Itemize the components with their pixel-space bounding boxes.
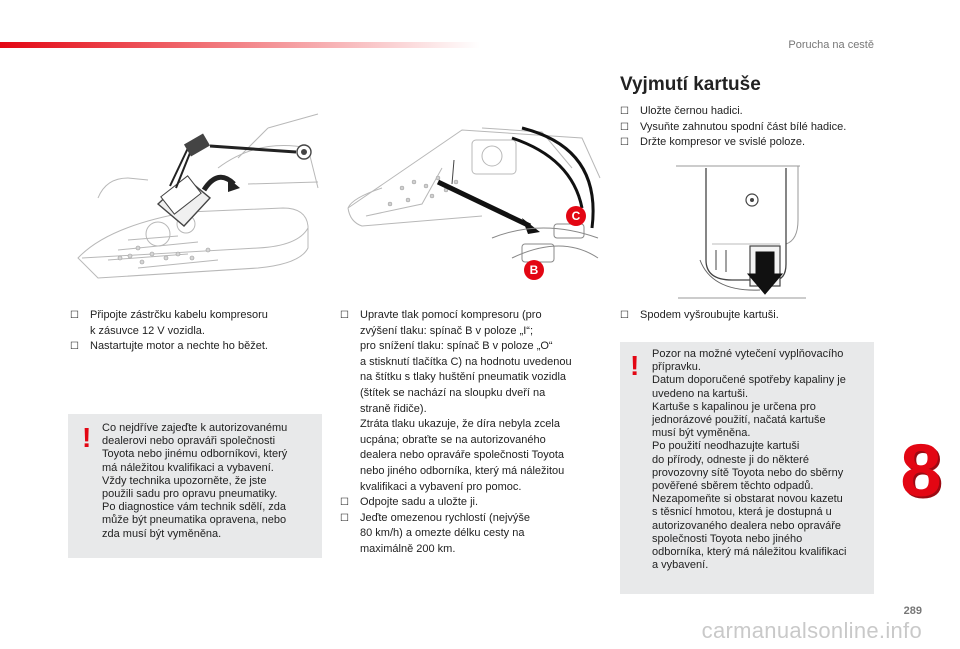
bullet-marker: ☐ <box>620 121 629 133</box>
cartridge-removal-illustration <box>676 160 808 302</box>
watermark: carmanualsonline.info <box>701 618 922 643</box>
warning-text: Co nejdříve zajeďte k autorizovanému dealerovi nebo opraváři společnosti Toyota nebo jinému odborníkovi, který má náležitou kvalifikaci a vybavení. Vždy technika upozorněte, že jste použili sadu pro opravu pneumatiky. Po diagnostice vám technik sdělí, zda může být pneumatika opravena, nebo zda musí být vyměněna. <box>102 422 288 540</box>
bullet-text: k zásuvce 12 V vozidla. <box>90 324 205 337</box>
label-c: C <box>571 209 581 223</box>
list-item: ☐ Odpojte sadu a uložte ji. <box>340 495 606 511</box>
list-item: ☐ Držte kompresor ve svislé poloze. <box>620 135 880 151</box>
page-number: 289 <box>903 605 922 617</box>
warning-box-cartridge <box>620 342 874 594</box>
list-item <box>70 339 320 355</box>
bullet-marker: ☐ <box>620 310 629 321</box>
section-title: Porucha na cestě <box>788 39 874 51</box>
col2-instructions <box>340 308 606 558</box>
compressor-socket-illustration <box>68 108 324 282</box>
warning-text: Pozor na možné vytečení vyplňovacího přípravku. Datum doporučené spotřeby kapaliny je uvedeno na kartuši. Kartuše s kapalinou je určena pro jednorázové použití, načatá kartuše musí být vyměněna. Po použití neodhazujte kartuši do přírody, odneste ji do některé provozovny sítě Toyota nebo do sběrny pověřené sběrem těchto odpadů. Nezapomeňte si obstarat novou kazetu s těsnicí hmotou, která je dostupná u autorizovaného dealera nebo opraváře společnosti Toyota nebo jiného odborníka, který má náležitou kvalifikaci a vybavení. <box>652 348 847 572</box>
chapter-number-tab <box>882 422 960 518</box>
list-item: ☐ Spodem vyšroubujte kartuši. <box>620 308 880 324</box>
bullet-marker: ☐ <box>620 106 629 117</box>
col3-top-instructions <box>620 104 880 151</box>
label-b: B <box>529 263 539 277</box>
bullet-marker: ☐ <box>340 497 349 509</box>
col3-bottom-instructions <box>620 308 880 324</box>
bullet-marker: ☐ <box>340 512 349 524</box>
cartridge-removal-heading: Vyjmutí kartuše <box>620 74 761 95</box>
bullet-marker: ☐ <box>70 341 79 353</box>
bullet-marker: ☐ <box>340 310 349 321</box>
col1-instructions <box>70 308 320 355</box>
chapter-number: 8 <box>900 428 942 512</box>
bullet-text: Připojte zástrčku kabelu kompresoru <box>90 309 268 321</box>
list-item: ☐ Jeďte omezenou rychlostí (nejvýše 80 km/h) a omezte délku cesty na maximálně 200 km. <box>340 511 606 558</box>
bullet-text: Nastartujte motor a nechte ho běžet. <box>90 340 268 353</box>
header-accent-bar <box>0 42 480 48</box>
warning-icon: ! <box>82 422 92 453</box>
warning-box-dealer <box>68 414 322 558</box>
bullet-marker: ☐ <box>620 137 629 149</box>
list-item <box>70 308 320 339</box>
list-item: ☐ Uložte černou hadici. <box>620 104 880 120</box>
list-item: ☐ Upravte tlak pomocí kompresoru (pro zvýšení tlaku: spínač B v poloze „I“; pro snížení tlaku: spínač B v poloze „O“ a stisknutí tlačítka C) na hodnotu uvedenou na štítku s tlaky huštění pneumatik vozidla (štítek se nachází na sloupku dveří na straně řidiče). Ztráta tlaku ukazuje, že díra nebyla zcela ucpána; obraťte se na autorizovaného dealera nebo opraváře společnosti Toyota nebo jiného odborníka, který má náležitou kvalifikaci a vybavení pro pomoc. <box>340 308 606 495</box>
warning-icon: ! <box>630 350 640 381</box>
bullet-marker: ☐ <box>70 310 79 321</box>
compressor-switches-illustration <box>342 108 602 284</box>
list-item: ☐ Vysuňte zahnutou spodní část bílé hadice. <box>620 120 880 136</box>
